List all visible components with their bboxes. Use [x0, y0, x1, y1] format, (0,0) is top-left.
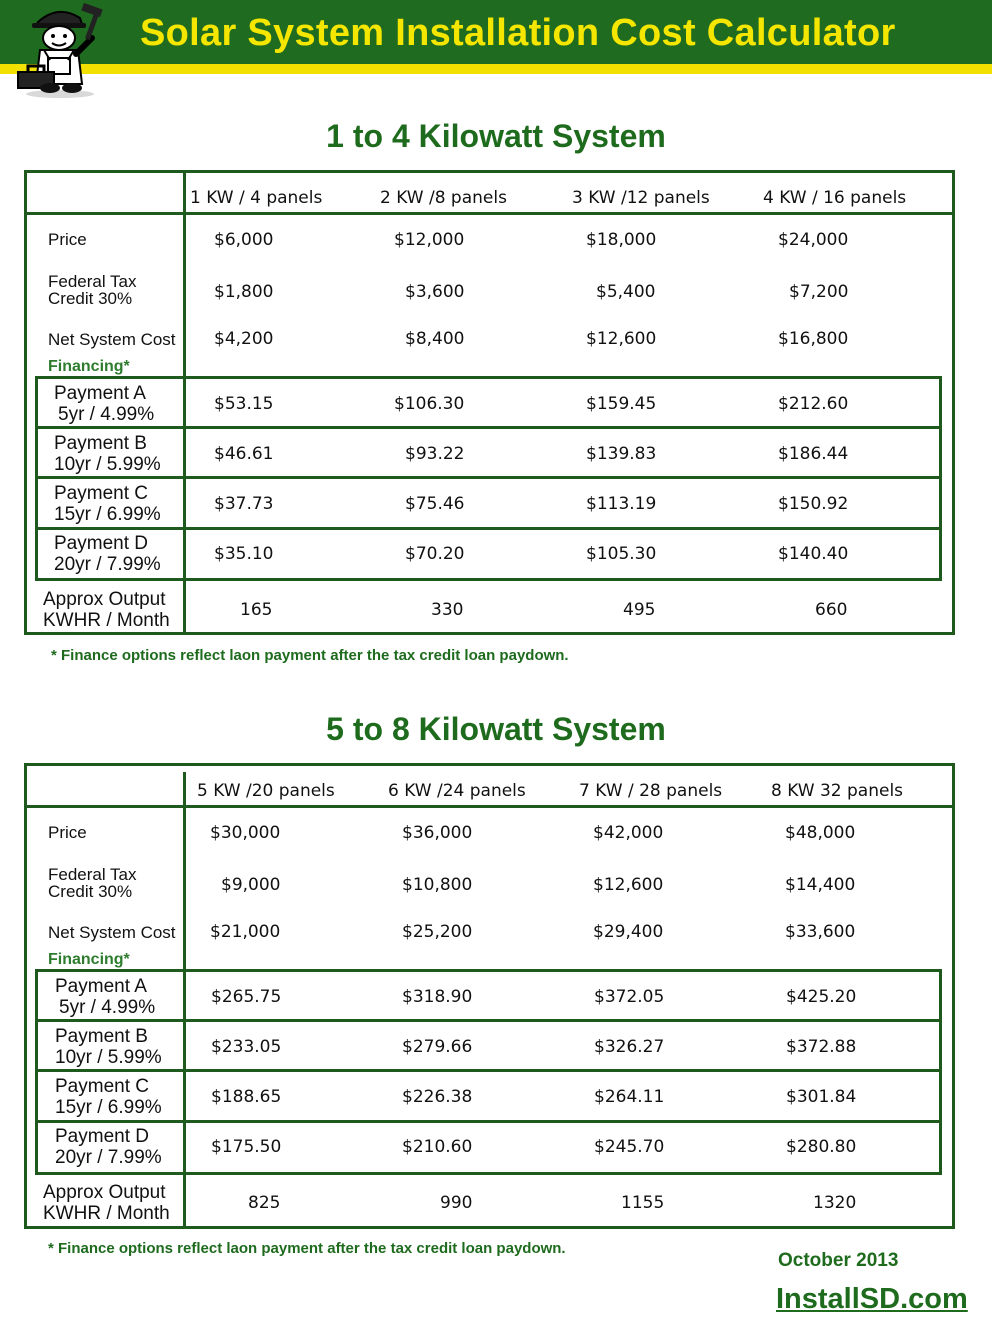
row-label-net: Net System Cost — [48, 330, 176, 349]
payment-value: $113.19 — [586, 494, 657, 514]
tax-value: $1,800 — [214, 282, 274, 302]
page-title: Solar System Installation Cost Calculator — [140, 12, 896, 54]
row-label-net: Net System Cost — [48, 923, 176, 942]
payment-value: $372.88 — [786, 1037, 857, 1057]
payment-value: $140.40 — [778, 544, 849, 564]
payment-terms: 20yr / 7.99% — [54, 554, 161, 575]
cost-table-1 — [24, 170, 955, 635]
output-label: KWHR / Month — [43, 1203, 170, 1224]
payment-terms: 5yr / 4.99% — [58, 404, 155, 425]
row-label-tax: Federal Tax — [48, 865, 137, 884]
tax-value: $7,200 — [789, 282, 849, 302]
section-title-2: 5 to 8 Kilowatt System — [326, 711, 666, 747]
payment-divider — [38, 1120, 939, 1123]
net-value: $33,600 — [785, 922, 856, 942]
payment-value: $35.10 — [214, 544, 274, 564]
column-header: 4 KW / 16 panels — [763, 188, 907, 208]
column-header: 1 KW / 4 panels — [190, 188, 323, 208]
net-value: $21,000 — [210, 922, 281, 942]
payment-terms: 10yr / 5.99% — [55, 1047, 162, 1068]
payment-value: $93.22 — [405, 444, 465, 464]
payment-value: $186.44 — [778, 444, 849, 464]
column-header: 2 KW /8 panels — [380, 188, 507, 208]
output-value: 330 — [431, 600, 464, 620]
price-value: $48,000 — [785, 823, 856, 843]
header-divider — [27, 805, 952, 808]
payment-value: $265.75 — [211, 987, 282, 1007]
payment-divider — [38, 527, 939, 530]
cost-table-2 — [24, 763, 955, 1229]
payment-value: $175.50 — [211, 1137, 282, 1157]
row-label-price: Price — [48, 230, 87, 249]
output-value: 990 — [440, 1193, 473, 1213]
payment-value: $75.46 — [405, 494, 465, 514]
payment-value: $372.05 — [594, 987, 665, 1007]
payment-value: $301.84 — [786, 1087, 857, 1107]
output-label: Approx Output — [43, 589, 166, 610]
payment-value: $105.30 — [586, 544, 657, 564]
payment-label: Payment D — [55, 1126, 149, 1147]
financing-label: Financing* — [48, 358, 130, 375]
header-divider — [27, 212, 952, 215]
payment-value: $326.27 — [594, 1037, 665, 1057]
payment-label: Payment A — [55, 976, 147, 997]
section-title-1: 1 to 4 Kilowatt System — [326, 118, 666, 154]
output-value: 495 — [623, 600, 656, 620]
payment-value: $106.30 — [394, 394, 465, 414]
net-value: $8,400 — [405, 329, 465, 349]
financing-box — [35, 969, 942, 1175]
website-link[interactable]: InstallSD.com — [776, 1283, 968, 1315]
column-header: 7 KW / 28 panels — [579, 781, 723, 801]
footnote-1: * Finance options reflect laon payment after the tax credit loan paydown. — [51, 647, 569, 664]
column-header: 3 KW /12 panels — [572, 188, 710, 208]
price-value: $30,000 — [210, 823, 281, 843]
column-header: 8 KW 32 panels — [771, 781, 904, 801]
header-stripe — [0, 64, 992, 74]
payment-terms: 15yr / 6.99% — [54, 504, 161, 525]
price-value: $18,000 — [586, 230, 657, 250]
net-value: $4,200 — [214, 329, 274, 349]
payment-terms: 20yr / 7.99% — [55, 1147, 162, 1168]
payment-label: Payment B — [55, 1026, 148, 1047]
price-value: $6,000 — [214, 230, 274, 250]
payment-value: $280.80 — [786, 1137, 857, 1157]
publish-date: October 2013 — [778, 1250, 899, 1271]
payment-terms: 10yr / 5.99% — [54, 454, 161, 475]
payment-terms: 5yr / 4.99% — [59, 997, 156, 1018]
payment-value: $53.15 — [214, 394, 274, 414]
payment-divider — [38, 1069, 939, 1072]
price-value: $36,000 — [402, 823, 473, 843]
handyman-mascot-icon — [10, 2, 110, 98]
payment-label: Payment C — [55, 1076, 149, 1097]
financing-label: Financing* — [48, 951, 130, 968]
payment-value: $37.73 — [214, 494, 274, 514]
footnote-2: * Finance options reflect laon payment after the tax credit loan paydown. — [48, 1240, 566, 1257]
payment-value: $279.66 — [402, 1037, 473, 1057]
net-value: $25,200 — [402, 922, 473, 942]
payment-value: $245.70 — [594, 1137, 665, 1157]
net-value: $12,600 — [586, 329, 657, 349]
financing-box — [35, 376, 942, 581]
payment-value: $210.60 — [402, 1137, 473, 1157]
output-value: 660 — [815, 600, 848, 620]
price-value: $24,000 — [778, 230, 849, 250]
output-label: Approx Output — [43, 1182, 166, 1203]
payment-value: $188.65 — [211, 1087, 282, 1107]
tax-value: $5,400 — [596, 282, 656, 302]
payment-divider — [38, 1019, 939, 1022]
price-value: $12,000 — [394, 230, 465, 250]
tax-value: $10,800 — [402, 875, 473, 895]
payment-terms: 15yr / 6.99% — [55, 1097, 162, 1118]
row-label-price: Price — [48, 823, 87, 842]
payment-value: $318.90 — [402, 987, 473, 1007]
row-label-tax: Credit 30% — [48, 882, 133, 901]
column-header: 6 KW /24 panels — [388, 781, 526, 801]
payment-label: Payment B — [54, 433, 147, 454]
tax-value: $3,600 — [405, 282, 465, 302]
tax-value: $9,000 — [221, 875, 281, 895]
payment-value: $212.60 — [778, 394, 849, 414]
payment-value: $46.61 — [214, 444, 274, 464]
tax-value: $12,600 — [593, 875, 664, 895]
payment-label: Payment A — [54, 383, 146, 404]
output-label: KWHR / Month — [43, 610, 170, 631]
column-header: 5 KW /20 panels — [197, 781, 335, 801]
row-label-tax: Federal Tax — [48, 272, 137, 291]
payment-value: $150.92 — [778, 494, 849, 514]
output-value: 825 — [248, 1193, 281, 1213]
price-value: $42,000 — [593, 823, 664, 843]
row-label-tax: Credit 30% — [48, 289, 133, 308]
payment-label: Payment C — [54, 483, 148, 504]
payment-value: $264.11 — [594, 1087, 665, 1107]
net-value: $16,800 — [778, 329, 849, 349]
payment-divider — [38, 426, 939, 429]
output-value: 165 — [240, 600, 273, 620]
payment-value: $233.05 — [211, 1037, 282, 1057]
payment-value: $425.20 — [786, 987, 857, 1007]
net-value: $29,400 — [593, 922, 664, 942]
output-value: 1155 — [621, 1193, 665, 1213]
payment-value: $70.20 — [405, 544, 465, 564]
tax-value: $14,400 — [785, 875, 856, 895]
payment-value: $139.83 — [586, 444, 657, 464]
payment-divider — [38, 476, 939, 479]
payment-value: $226.38 — [402, 1087, 473, 1107]
payment-label: Payment D — [54, 533, 148, 554]
output-value: 1320 — [813, 1193, 857, 1213]
payment-value: $159.45 — [586, 394, 657, 414]
